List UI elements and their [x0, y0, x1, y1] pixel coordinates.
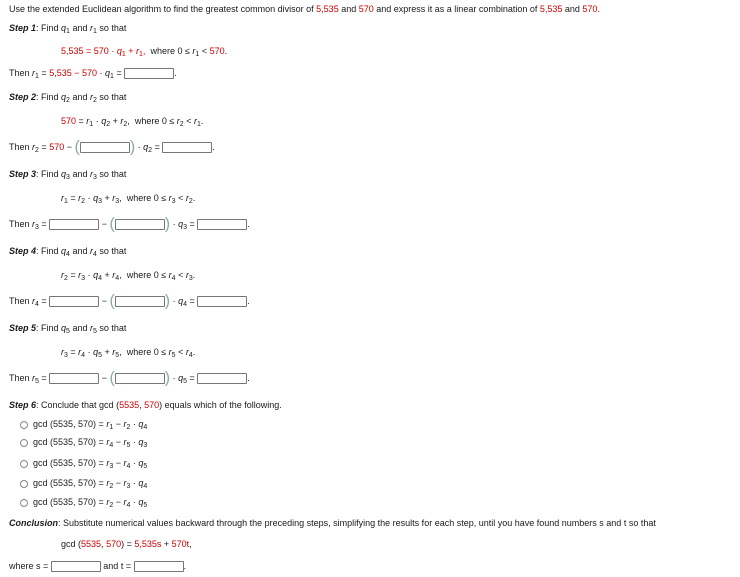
option-2[interactable]: gcd (5535, $570) = r_4 - r_5 \cdot q_3$: [20, 436, 147, 448]
step4-r3-input[interactable]: [115, 296, 165, 307]
q4-input[interactable]: [197, 296, 247, 307]
step3-r2-input[interactable]: [115, 219, 165, 230]
step5-r3-input[interactable]: [49, 373, 99, 384]
step3-then: Then $r_3$ = − ( ) · $q_3$ = .: [9, 215, 250, 233]
option-4[interactable]: gcd (5535, $570) = r_2 - r_3 \cdot q_4$: [20, 477, 147, 489]
step6-heading: Step 6: Conclude that gcd (5535, 570) equals which of the following.: [9, 400, 282, 410]
option-1-radio[interactable]: [20, 421, 28, 429]
option-2-radio[interactable]: [20, 439, 28, 447]
option-5-radio[interactable]: [20, 499, 28, 507]
answer-row: where s = and t = .: [9, 561, 187, 571]
step4-r2-input[interactable]: [49, 296, 99, 307]
step2-heading: Step 2: Find $q_2$ and $r_2$ so that: [9, 92, 127, 104]
step4-then: Then $r_4$ = − ( ) · $q_4$ = .: [9, 292, 250, 310]
step2-then: Then $r_2 = 570$ − ( ) · $q_2$ = .: [9, 138, 215, 156]
option-5[interactable]: gcd (5535, $570) = r_2 - r_4 \cdot q_5$: [20, 496, 147, 508]
t-input[interactable]: [134, 561, 184, 572]
step3-equation: $r_1 = r_2 \cdot q_3 + r_3$, where $0 \le r_3 < r_2$.: [61, 193, 196, 205]
step1-heading: Step 1: Find $q_1$ and $r_1$ so that: [9, 23, 127, 35]
s-input[interactable]: [51, 561, 101, 572]
step4-heading: Step 4: Find $q_4$ and $r_4$ so that: [9, 246, 127, 258]
step3-r1-input[interactable]: [49, 219, 99, 230]
option-4-radio[interactable]: [20, 480, 28, 488]
conclusion-equation: gcd (5535, 570) = 5,535s + 570t,: [61, 539, 192, 549]
step5-equation: $r_3 = r_4 \cdot q_5 + r_5$, where $0 \le r_5 < r_4$.: [61, 347, 196, 359]
problem-statement: Use the extended Euclidean algorithm to find the greatest common divisor of 5,535 and 570 and express it as a linear combination of 5,535 and 570.: [9, 4, 600, 14]
step5-r4-input[interactable]: [115, 373, 165, 384]
q3-input[interactable]: [197, 219, 247, 230]
step3-heading: Step 3: Find $q_3$ and $r_3$ so that: [9, 169, 127, 181]
option-3-radio[interactable]: [20, 460, 28, 468]
q2-input[interactable]: [162, 142, 212, 153]
step4-equation: $r_2 = r_3 \cdot q_4 + r_4$, where $0 \le r_4 < r_3$.: [61, 270, 196, 282]
r1-input[interactable]: [124, 68, 174, 79]
step1-equation: $5,535 = 570 \cdot q_1 + r_1$, where $0 \le r_1 < 570$.: [61, 46, 228, 58]
conclusion-text: Conclusion: Substitute numerical values backward through the preceding steps, simplifying the results for each step, until you have found numbers s and t so that: [9, 518, 656, 528]
step5-heading: Step 5: Find $q_5$ and $r_5$ so that: [9, 323, 127, 335]
option-1[interactable]: gcd (5535, $570) = r_1 - r_2 \cdot q_4$: [20, 418, 147, 430]
step1-then: Then $r_1 = 5,535 - 570 \cdot q_1$ = .: [9, 68, 177, 80]
step2-r1-input[interactable]: [80, 142, 130, 153]
step2-equation: $570 = r_1 \cdot q_2 + r_2$, where $0 \le r_2 < r_1$.: [61, 116, 204, 128]
option-3[interactable]: gcd (5535, $570) = r_3 - r_4 \cdot q_5$: [20, 457, 147, 469]
q5-input[interactable]: [197, 373, 247, 384]
step5-then: Then $r_5$ = − ( ) · $q_5$ = .: [9, 369, 250, 387]
